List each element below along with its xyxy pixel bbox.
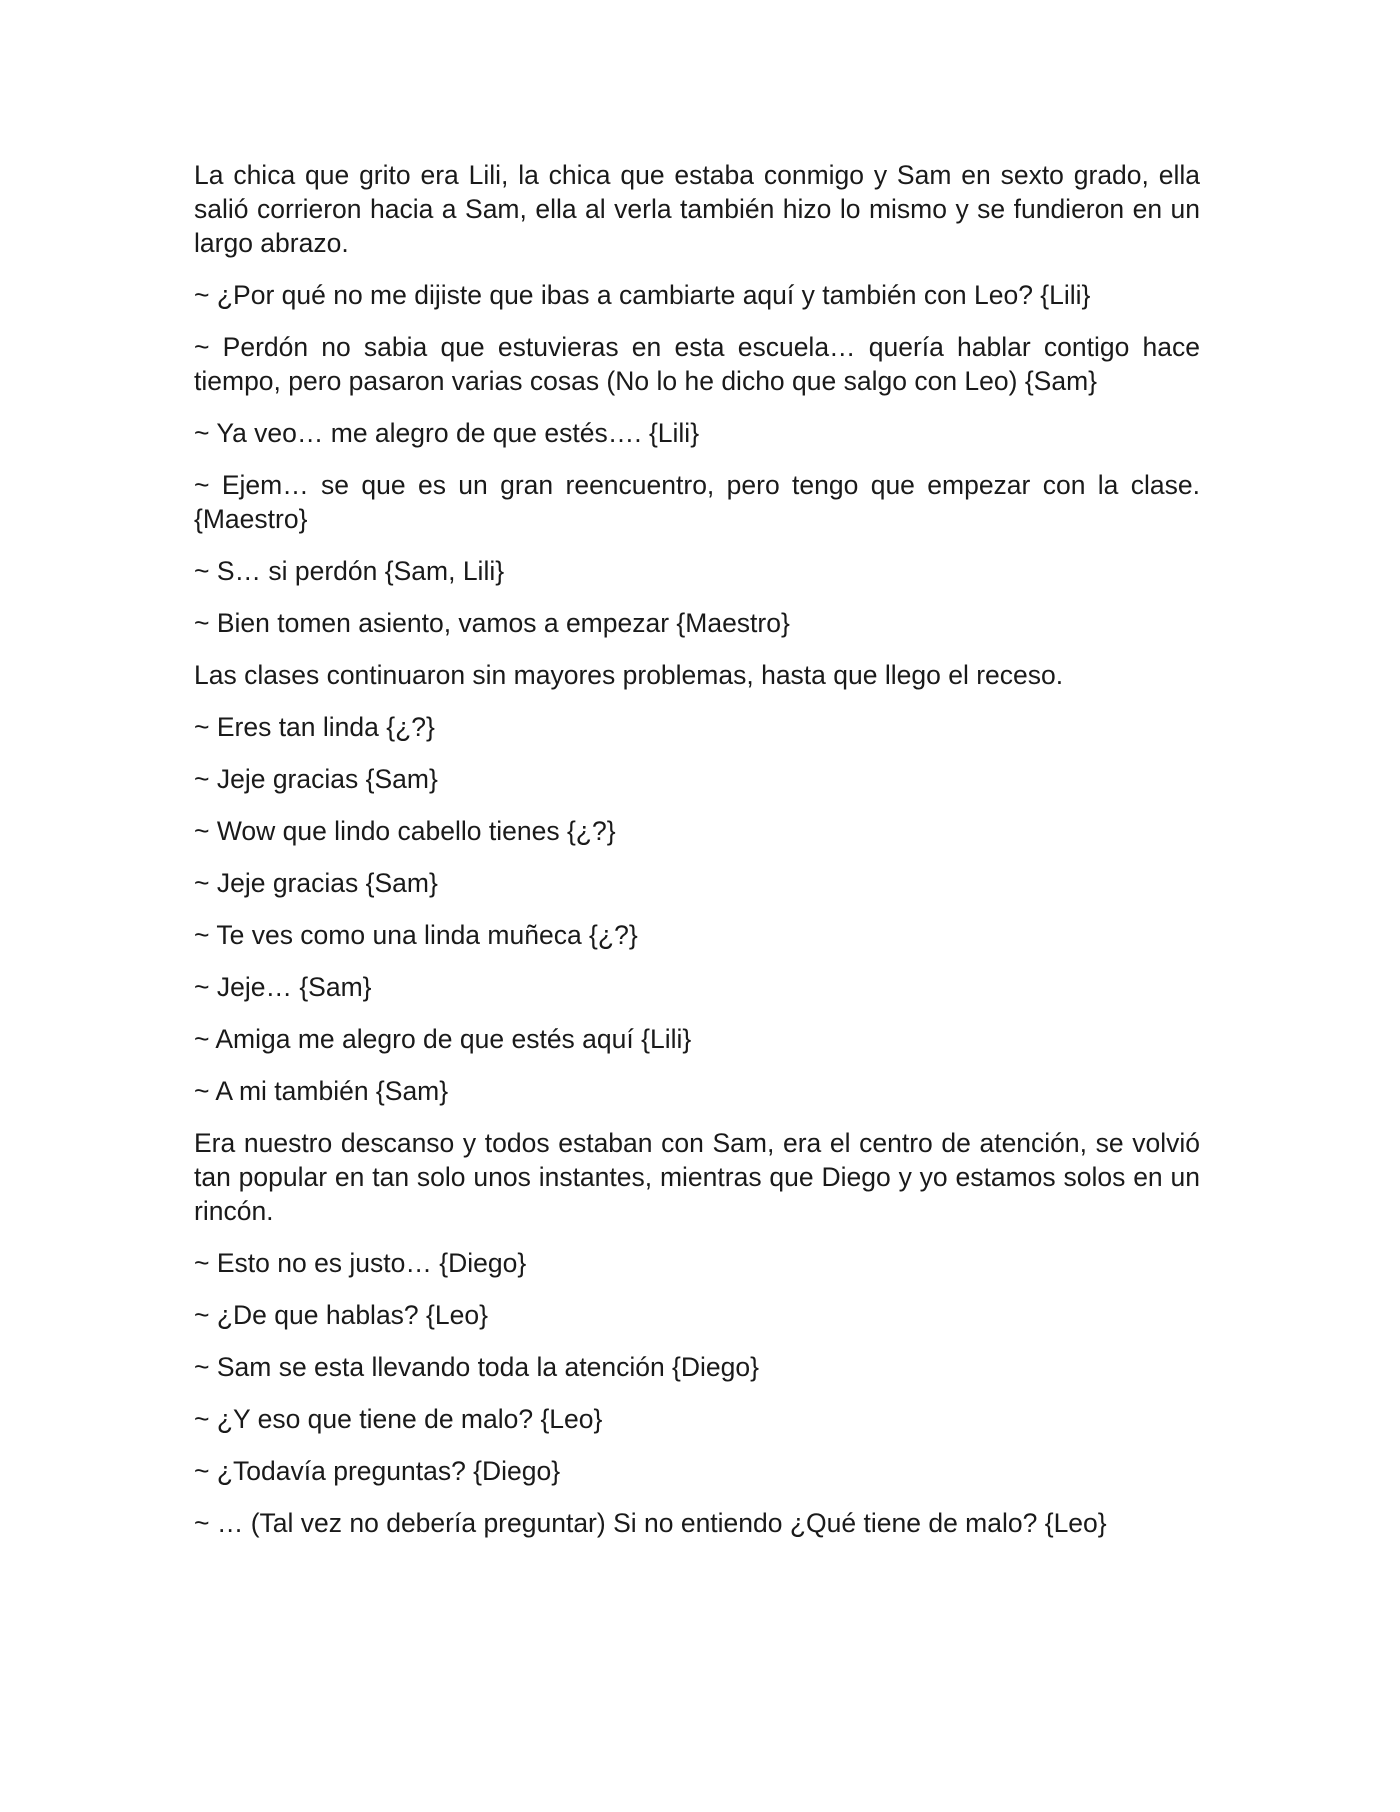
dialogue-line: ~ Wow que lindo cabello tienes {¿?} (194, 816, 616, 846)
narration-paragraph: La chica que grito era Lili, la chica que estaba conmigo y Sam en sexto grado, ella salió corrieron hacia a Sam, ella al verla también hizo lo mismo y se fundieron en un largo abrazo. (194, 160, 1200, 258)
dialogue-line: ~ Jeje… {Sam} (194, 972, 372, 1002)
dialogue-line: ~ A mi también {Sam} (194, 1076, 449, 1106)
dialogue-line: ~ S… si perdón {Sam, Lili} (194, 556, 505, 586)
dialogue-line: ~ Sam se esta llevando toda la atención {Diego} (194, 1352, 759, 1382)
dialogue-line: ~ ¿De que hablas? {Leo} (194, 1300, 488, 1330)
dialogue-line: ~ Amiga me alegro de que estés aquí {Lili} (194, 1024, 692, 1054)
narration-paragraph: Era nuestro descanso y todos estaban con Sam, era el centro de atención, se volvió tan popular en tan solo unos instantes, mientras que Diego y yo estamos solos en un rincón. (194, 1128, 1200, 1226)
dialogue-line: ~ Perdón no sabia que estuvieras en esta escuela… quería hablar contigo hace tiempo, pero pasaron varias cosas (No lo he dicho que salgo con Leo) {Sam} (194, 332, 1200, 396)
dialogue-line: ~ Esto no es justo… {Diego} (194, 1248, 527, 1278)
dialogue-line: ~ Jeje gracias {Sam} (194, 868, 438, 898)
dialogue-line: ~ … (Tal vez no debería preguntar) Si no entiendo ¿Qué tiene de malo? {Leo} (194, 1508, 1107, 1538)
dialogue-line: ~ ¿Y eso que tiene de malo? {Leo} (194, 1404, 603, 1434)
dialogue-line: ~ Ya veo… me alegro de que estés…. {Lili} (194, 418, 700, 448)
document-body (194, 158, 1200, 1558)
dialogue-line: ~ Te ves como una linda muñeca {¿?} (194, 920, 638, 950)
dialogue-line: ~ Bien tomen asiento, vamos a empezar {Maestro} (194, 608, 790, 638)
dialogue-line: ~ ¿Por qué no me dijiste que ibas a cambiarte aquí y también con Leo? {Lili} (194, 280, 1091, 310)
dialogue-line: ~ Eres tan linda {¿?} (194, 712, 435, 742)
narration-paragraph: Las clases continuaron sin mayores problemas, hasta que llego el receso. (194, 660, 1064, 690)
dialogue-line: ~ Jeje gracias {Sam} (194, 764, 438, 794)
dialogue-line: ~ ¿Todavía preguntas? {Diego} (194, 1456, 561, 1486)
dialogue-line: ~ Ejem… se que es un gran reencuentro, pero tengo que empezar con la clase. {Maestro} (194, 470, 1200, 534)
